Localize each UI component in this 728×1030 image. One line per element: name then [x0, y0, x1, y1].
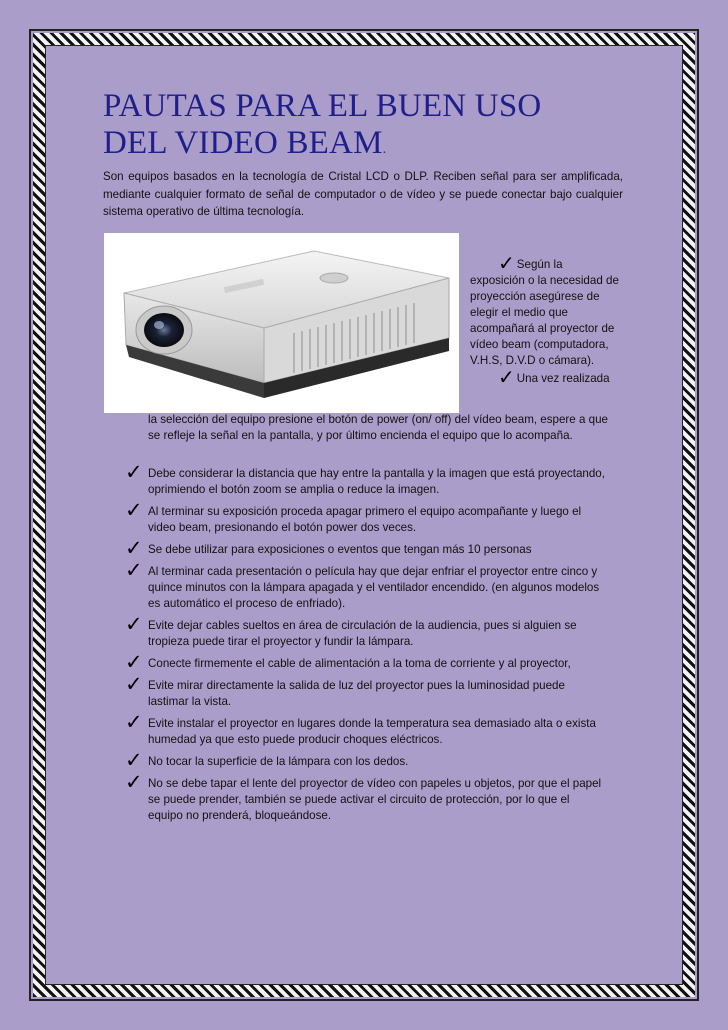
video-projector-photo	[104, 233, 459, 413]
intro-paragraph: Son equipos basados en la tecnología de Cristal LCD o DLP. Reciben señal para ser amplificada, mediante cualquier formato de señal de computador o de vídeo y se puede conectar bajo cualquier sistema operativo de última tecnología.	[103, 170, 623, 218]
list-item: ✓ No se debe tapar el lente del proyector de vídeo con papeles u objetos, por que el papel se puede prender, también se puede activar el circuito de protección, por lo que el equipo no prenderá, bloqueándose.	[125, 770, 602, 822]
checkmark-icon: ✓	[125, 612, 143, 636]
list-item: ✓ Al terminar cada presentación o película hay que dejar enfriar el proyector entre cinco y quince minutos con la lámpara apagada y el ventilador encendido. (en algunos modelos es automático el proceso de enfriado).	[125, 558, 600, 610]
list-item: ✓ Debe considerar la distancia que hay entre la pantalla y la imagen que está proyectando, oprimiendo el botón zoom se amplia o reduce la imagen.	[125, 460, 605, 496]
checkmark-icon: ✓	[125, 460, 143, 484]
side-item-2-continuation: la selección del equipo presione el botón de power (on/ off) del vídeo beam, espere a que se refleje la señal en la pantalla, y por último encienda el equipo que lo acompaña.	[148, 413, 608, 442]
checkmark-icon: ✓	[125, 770, 143, 794]
page-title	[103, 88, 623, 168]
title-line-2: DEL VIDEO BEAM	[103, 125, 383, 161]
checkmark-icon: ✓	[125, 536, 143, 560]
side-item-2-head-text: Una vez realizada	[516, 372, 610, 385]
list-item: ✓ No tocar la superficie de la lámpara con los dedos.	[125, 748, 409, 772]
guideline-list	[125, 460, 605, 830]
list-item: ✓ Se debe utilizar para exposiciones o eventos que tengan más 10 personas	[125, 536, 532, 560]
checkmark-icon: ✓	[125, 650, 143, 674]
side-item-2-head	[470, 365, 630, 389]
checkmark-icon: ✓	[498, 251, 515, 275]
checkmark-icon: ✓	[125, 558, 143, 582]
side-column	[470, 251, 630, 389]
list-item: ✓ Evite mirar directamente la salida de luz del proyector pues la luminosidad puede lastimar la vista.	[125, 672, 565, 708]
list-item: ✓ Al terminar su exposición proceda apagar primero el equipo acompañante y luego el video beam, presionando el botón power dos veces.	[125, 498, 582, 534]
title-period: .	[382, 142, 387, 157]
side-item-1-head-text: Según la	[516, 258, 563, 271]
checkmark-icon: ✓	[125, 672, 143, 696]
side-item-1-body: exposición o la necesidad de proyección asegúrese de elegir el medio que acompañará al proyector de vídeo beam (computadora, V.H.S, D.V.D o cámara).	[470, 274, 619, 367]
list-item: ✓ Evite instalar el proyector en lugares donde la temperatura sea demasiado alta o exista humedad ya que esto puede producir choques eléctricos.	[125, 710, 596, 746]
title-line-1: PAUTAS PARA EL BUEN USO	[103, 88, 542, 124]
list-item: ✓ Conecte firmemente el cable de alimentación a la toma de corriente y al proyector,	[125, 650, 571, 674]
side-item-1-head	[470, 251, 630, 275]
list-item: ✓ Evite dejar cables sueltos en área de circulación de la audiencia, pues si alguien se tropieza puede tirar el proyector y fundir la lámpara.	[125, 612, 577, 648]
checkmark-icon: ✓	[498, 365, 515, 389]
checkmark-icon: ✓	[125, 498, 143, 522]
projector-illustration	[104, 233, 459, 413]
checkmark-icon: ✓	[125, 710, 143, 734]
checkmark-icon: ✓	[125, 748, 143, 772]
